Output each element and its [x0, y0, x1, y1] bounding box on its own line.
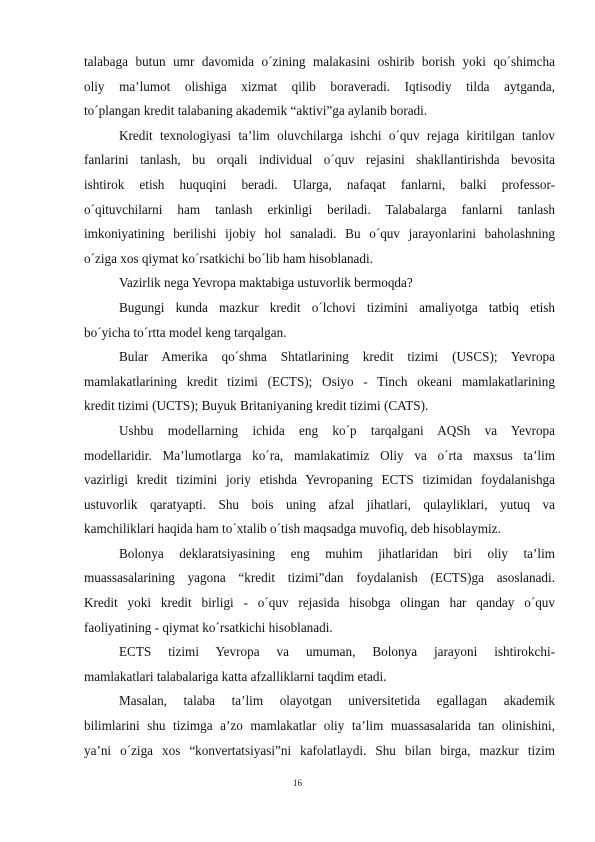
page-number: 16: [293, 778, 302, 788]
paragraph: [84, 50, 555, 124]
text-line: modellaridir. Ma’lumotlarga ko´ra, mamlakatimiz Oliy va o´rta maxsus ta’lim: [84, 447, 555, 463]
text-line: imkoniyatining berilishi ijobiy hol sanaladi. Bu o´quv jarayonlarini baholashning: [84, 226, 555, 242]
text-line: talabaga butun umr davomida o´zining malakasini oshirib borish yoki qo´shimcha: [84, 54, 555, 69]
text-line: ustuvorlik qaratyapti. Shu bois uning afzal jihatlari, qulayliklari, yutuq va: [84, 496, 555, 512]
text-line: Bular Amerika qo´shma Shtatlarining kredit tizimi (USCS); Yevropa: [119, 349, 555, 365]
paragraph: [84, 345, 555, 419]
text-line: vazirligi kredit tizimini joriy etishda Yevropaning ECTS tizimidan foydalanishga: [84, 472, 555, 488]
text-line: Kredit texnologiyasi ta’lim oluvchilarga ishchi o´quv rejaga kiritilgan tanlov: [119, 127, 555, 143]
text-line: ishtirok etish huquqini beradi. Ularga, nafaqat fanlarni, balki professor-: [84, 176, 555, 192]
text-line: mamlakatlari talabalariga katta afzalliklarni taqdim etadi.: [84, 668, 387, 684]
text-line: Kredit yoki kredit birligi - o´quv rejasida hisobga olingan har qanday o´quv: [84, 595, 555, 611]
text-line: fanlarini tanlash, bu orqali individual o´quv rejasini shakllantirishda bevosita: [84, 152, 555, 168]
text-line: mamlakatlarining kredit tizimi (ECTS); Osiyo - Tinch okeani mamlakatlarining: [84, 373, 555, 389]
text-line: oliy ma’lumot olishiga xizmat qilib boraveradi. Iqtisodiy tilda aytganda,: [84, 78, 555, 94]
text-line: bo´yicha to´rtta model keng tarqalgan.: [84, 324, 287, 340]
paragraph: [84, 542, 555, 640]
text-line: Bolonya deklaratsiyasining eng muhim jihatlaridan biri oliy ta’lim: [119, 545, 555, 561]
text-line: o´qituvchilarni ham tanlash erkinligi beriladi. Talabalarga fanlarni tanlash: [84, 201, 555, 217]
paragraph: [84, 271, 555, 296]
text-line: to´plangan kredit talabaning akademik “aktivi”ga aylanib boradi.: [84, 103, 428, 119]
body-text: [84, 50, 555, 763]
text-line: kredit tizimi (UCTS); Buyuk Britaniyaning kredit tizimi (CATS).: [84, 398, 429, 414]
text-line: kamchiliklari haqida ham to´xtalib o´tish maqsadga muvofiq, deb hisoblaymiz.: [84, 521, 501, 537]
paragraph: [84, 640, 555, 689]
text-line: bilimlarini shu tizimga a’zo mamlakatlar oliy ta’lim muassasalarida tan olinishini,: [84, 718, 555, 734]
text-line: ECTS tizimi Yevropa va umuman, Bolonya jarayoni ishtirokchi-: [119, 644, 555, 660]
paragraph: [84, 296, 555, 345]
paragraph: [84, 124, 555, 272]
text-line: ya’ni o´ziga xos “konvertatsiyasi”ni kafolatlaydi. Shu bilan birga, mazkur tizim: [84, 742, 555, 758]
text-line: faoliyatining - qiymat ko´rsatkichi hisoblanadi.: [84, 619, 333, 635]
section-question: Vazirlik nega Yevropa maktabiga ustuvorlik bermoqda?: [119, 275, 413, 291]
paragraph: [84, 419, 555, 542]
text-line: muassasalarining yagona “kredit tizimi”dan foydalanish (ECTS)ga asoslanadi.: [84, 570, 555, 586]
paragraph: [84, 689, 555, 763]
text-line: o´ziga xos qiymat ko´rsatkichi bo´lib ham hisoblanadi.: [84, 250, 373, 266]
text-line: Ushbu modellarning ichida eng ko´p tarqalgani AQSh va Yevropa: [119, 422, 555, 438]
text-line: Bugungi kunda mazkur kredit o´lchovi tizimini amaliyotga tatbiq etish: [119, 299, 555, 315]
text-line: Masalan, talaba ta’lim olayotgan universitetida egallagan akademik: [119, 693, 555, 709]
